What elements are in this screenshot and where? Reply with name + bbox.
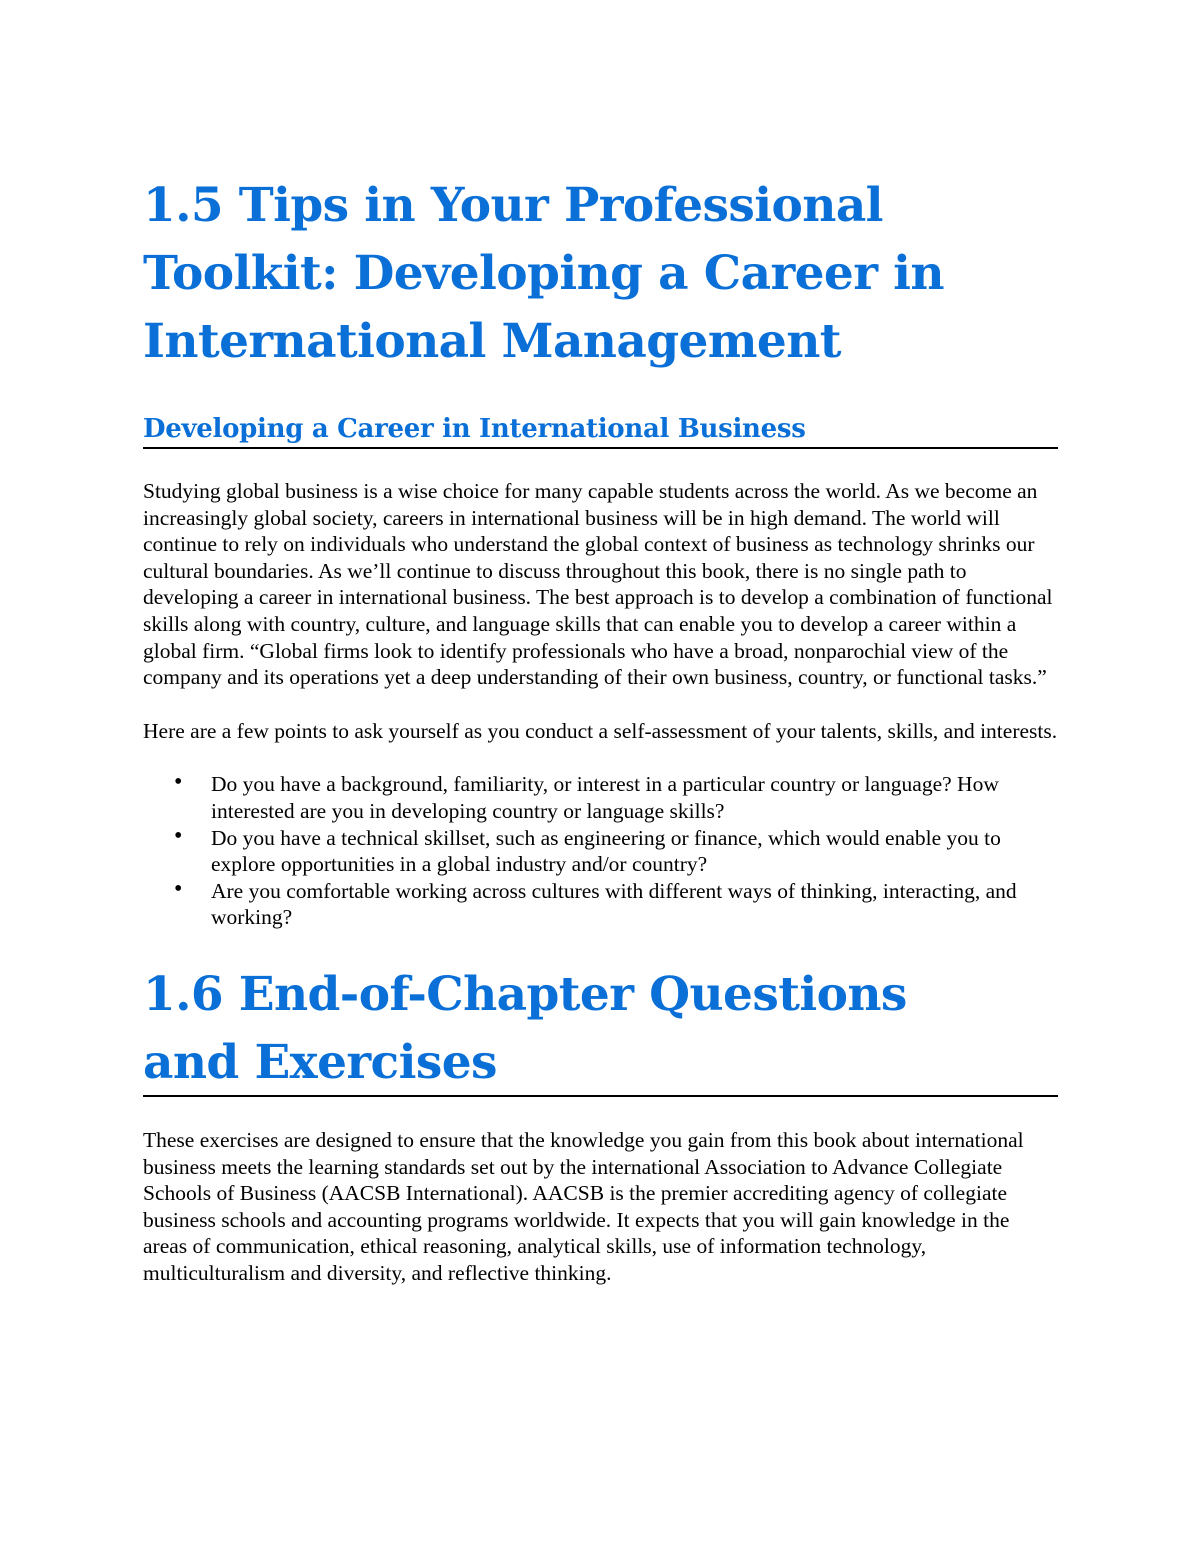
list-item (143, 771, 1058, 824)
section-1-5-paragraph-2: Here are a few points to ask yourself as you conduct a self-assessment of your talents, skills, and interests. (143, 718, 1058, 743)
list-item (143, 875, 1058, 931)
bullet-icon: • (174, 875, 183, 902)
bullet-icon: • (174, 769, 183, 796)
section-1-6-title: 1.6 End-of-Chapter Questions and Exercises (143, 966, 907, 1090)
document-page (143, 172, 1058, 1286)
bullet-icon: • (174, 822, 183, 849)
subheading-divider (143, 447, 1058, 449)
section-1-5-subheading: Developing a Career in International Business (143, 414, 806, 444)
section-1-6-paragraph-1: These exercises are designed to ensure that the knowledge you gain from this book about international business meets the learning standards set out by the international Association to Advance Collegiate Schools of Business (AACSB International). AACSB is the premier accrediting agency of collegiate business schools and accounting programs worldwide. It expects that you will gain knowledge in the areas of communication, ethical reasoning, analytical skills, use of information technology, multiculturalism and diversity, and reflective thinking. (143, 1127, 1024, 1285)
list-item-text: Do you have a technical skillset, such as engineering or finance, which would enable you to explore opportunities in a global industry and/or country? (211, 825, 1001, 877)
section-1-5-title: 1.5 Tips in Your Professional Toolkit: Developing a Career in International Management (143, 178, 944, 369)
self-assessment-list (143, 771, 1058, 931)
section-1-5-paragraph-1: Studying global business is a wise choice for many capable students across the world. As we become an increasingly global society, careers in international business will be in high demand. The world will continue to rely on individuals who understand the global context of business as technology shrinks our cultural boundaries. As we’ll continue to discuss throughout this book, there is no single path to developing a career in international business. The best approach is to develop a combination of functional skills along with country, culture, and language skills that can enable you to develop a career within a global firm. “Global firms look to identify professionals who have a broad, nonparochial view of the company and its operations yet a deep understanding of their own business, country, or functional tasks.” (143, 479, 1053, 690)
list-item-text: Do you have a background, familiarity, or interest in a particular country or language? How interested are you in developing country or language skills? (211, 772, 999, 823)
list-item (143, 822, 1058, 878)
list-item-text: Are you comfortable working across cultures with different ways of thinking, interacting, and working? (211, 878, 1017, 930)
